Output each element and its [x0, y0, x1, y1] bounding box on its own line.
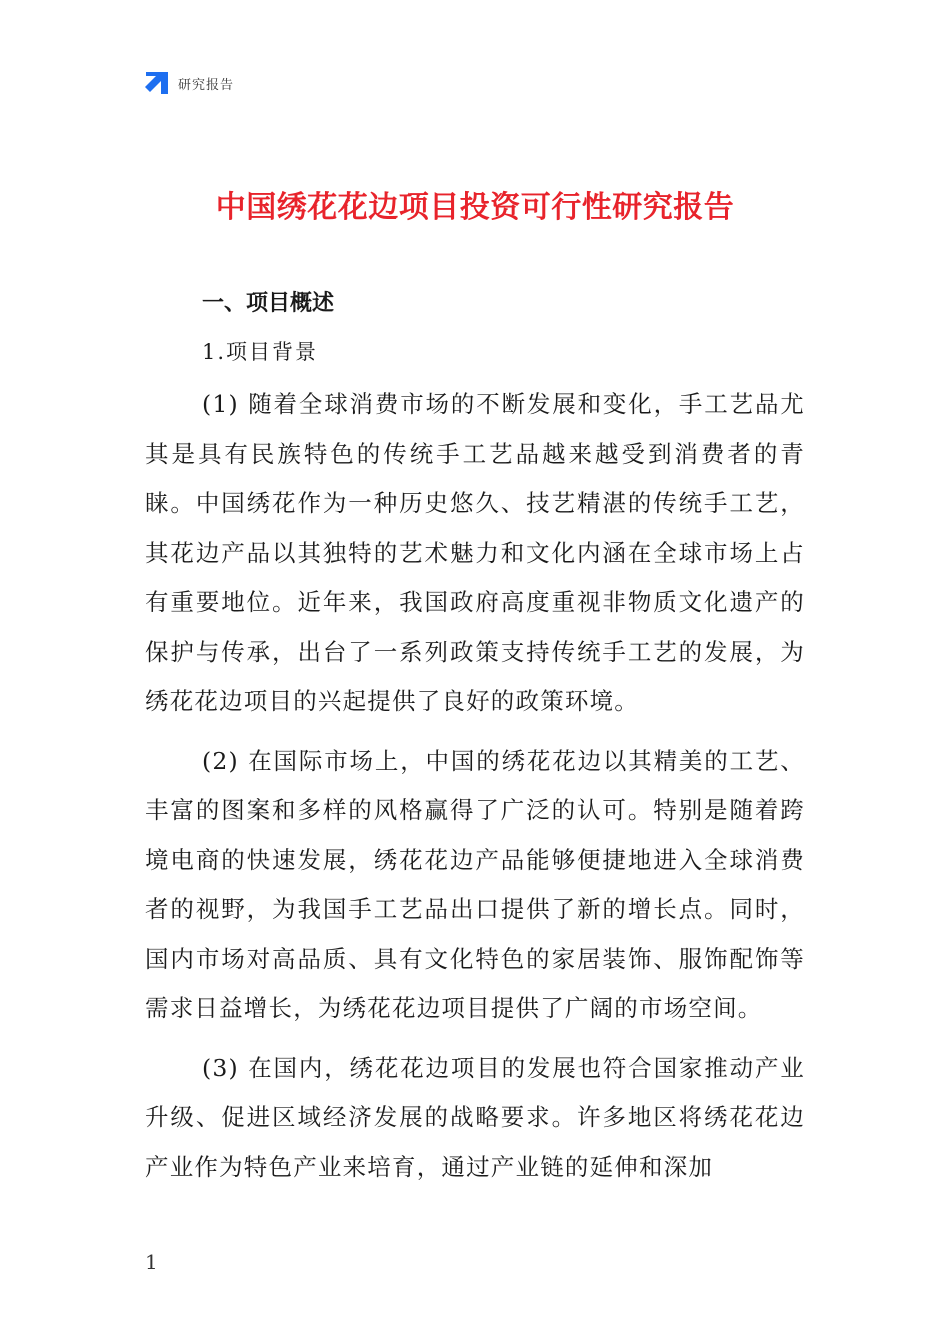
section-heading: 一、项目概述: [202, 291, 335, 316]
page-number: 1: [145, 1250, 158, 1274]
document-title: 中国绣花花边项目投资可行性研究报告: [215, 190, 735, 225]
paragraph-1: (1) 随着全球消费市场的不断发展和变化，手工艺品尤其是具有民族特色的传统手工艺品越来越受到消费者的青睐。中国绣花作为一种历史悠久、技艺精湛的传统手工艺，其花边产品以其独特的艺术魅力和文化内涵在全球市场上占有重要地位。近年来，我国政府高度重视非物质文化遗产的保护与传承，出台了一系列政策支持传统手工艺的发展，为绣花花边项目的兴起提供了良好的政策环境。: [145, 390, 805, 715]
paragraph-3: (3) 在国内，绣花花边项目的发展也符合国家推动产业升级、促进区域经济发展的战略要求。许多地区将绣花花边产业作为特色产业来培育，通过产业链的延伸和深加: [145, 1053, 805, 1181]
header-label: 研究报告: [178, 77, 235, 93]
document-body: [145, 284, 805, 1192]
page-header: [144, 68, 234, 98]
paragraph-2: (2) 在国际市场上，中国的绣花花边以其精美的工艺、丰富的图案和多样的风格赢得了广泛的认可。特别是随着跨境电商的快速发展，绣花花边产品能够便捷地进入全球消费者的视野，为我国手工艺品出口提供了新的增长点。同时，国内市场对高品质、具有文化特色的家居装饰、服饰配饰等需求日益增长，为绣花花边项目提供了广阔的市场空间。: [145, 746, 805, 1022]
sub-heading: 1.项目背景: [202, 340, 319, 364]
arrow-up-right-icon: [144, 70, 170, 96]
